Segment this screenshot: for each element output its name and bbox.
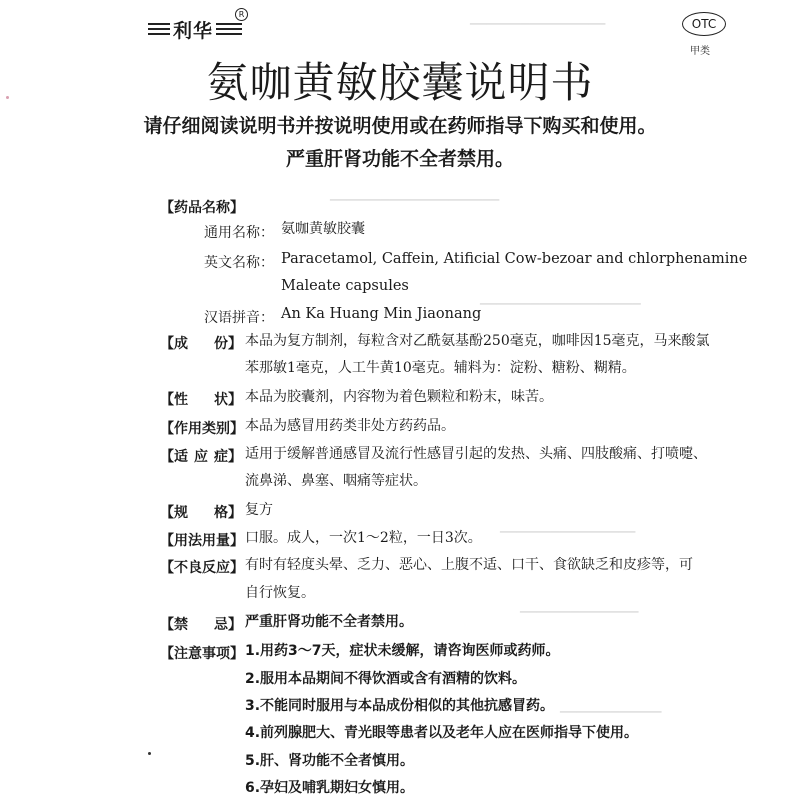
english-name-label: 英文名称： xyxy=(204,255,274,271)
registered-mark-icon: R xyxy=(235,8,248,21)
leaflet-page: ▁▁▁▁▁▁▁▁▁▁▁▁▁▁▁▁ ▁▁▁▁▁▁▁▁▁▁▁▁▁▁▁▁▁▁▁▁ ▁▁▁▁▁▁▁▁▁▁▁▁▁▁▁▁▁▁▁ ▁▁▁▁▁▁▁▁▁▁▁▁▁▁▁▁ ▁▁▁▁▁▁▁▁▁▁▁▁▁▁ ▁▁▁▁▁▁▁▁▁▁▁▁ 利华 R OTC 甲类 氨咖黄敏胶囊说明书 请仔细阅读说明书并按说明使用或在药师指导下购买和使用。 严重肝肾功能不全者禁用。 【药品名称】 通用名称： 氨咖黄敏胶囊 英文名称： Paracetamol, Caffein, Atificial Cow-bezoar and chlorphenamine Maleate capsules 汉语拼音： An Ka Huang Min Jiaonang 【成 份】 本品为复方制剂，每粒含对乙酰氨基酚250毫克，咖啡因15毫克，马来酸氯 苯那敏1毫克，人工牛黄10毫克。辅料为：淀粉、糖粉、糊精。 【性 状】 本品为胶囊剂，内容物为着色颗粒和粉末，味苦。 【作用类别】 本品为感冒用药类非处方药药品。 【适 应 症】 适用于缓解普通感冒及流行性感冒引起的发热、头痛、四肢酸痛、打喷嚏、 流鼻涕、鼻塞、咽痛等症状。 【规 格】 复方 【用法用量】 口服。成人，一次1～2粒，一日3次。 【不良反应】 有时有轻度头晕、乏力、恶心、上腹不适、口干、食欲缺乏和皮疹等，可 自行恢复。 【禁 忌】 严重肝肾功能不全者禁用。 【注意事项】 1.用药3～7天，症状未缓解，请咨询医师或药师。 2.服用本品期间不得饮酒或含有酒精的饮料。 3.不能同时服用与本品成份相似的其他抗感冒药。 4.前列腺肥大、青光眼等患者以及老年人应在医师指导下使用。 5.肝、肾功能不全者慎用。 6.孕妇及哺乳期妇女慎用。 xyxy=(0,0,800,800)
logo-bars-left xyxy=(148,23,170,35)
paper-speck xyxy=(6,96,9,99)
precaution-item: 3.不能同时服用与本品成份相似的其他抗感冒药。 xyxy=(245,698,555,714)
ingredients-line-2: 苯那敏1毫克，人工牛黄10毫克。辅料为：淀粉、糖粉、糊精。 xyxy=(245,360,636,376)
ingredients-heading: 【成 份】 xyxy=(160,336,242,352)
document-title: 氨咖黄敏胶囊说明书 xyxy=(206,58,594,107)
english-name-line-2: Maleate capsules xyxy=(281,278,409,294)
precautions-heading: 【注意事项】 xyxy=(160,646,244,662)
otc-class-label: 甲类 xyxy=(690,46,710,57)
english-name-line-1: Paracetamol, Caffein, Atificial Cow-bezoar and chlorphenamine xyxy=(281,251,748,267)
brand-name: 利华 xyxy=(173,19,214,42)
warning-line-2: 严重肝肾功能不全者禁用。 xyxy=(285,148,514,170)
contraindications-text: 严重肝肾功能不全者禁用。 xyxy=(245,614,413,630)
specification-heading: 【规 格】 xyxy=(160,505,242,521)
indications-line-2: 流鼻涕、鼻塞、咽痛等症状。 xyxy=(245,473,427,489)
dosage-text: 口服。成人，一次1～2粒，一日3次。 xyxy=(245,530,482,546)
indications-heading: 【适 应 症】 xyxy=(160,449,242,465)
logo-bars-right xyxy=(216,23,242,35)
generic-name-label: 通用名称： xyxy=(204,225,274,241)
precaution-item: 6.孕妇及哺乳期妇女慎用。 xyxy=(245,780,415,796)
category-text: 本品为感冒用药类非处方药药品。 xyxy=(245,418,455,434)
properties-text: 本品为胶囊剂，内容物为着色颗粒和粉末，味苦。 xyxy=(245,389,553,405)
category-heading: 【作用类别】 xyxy=(160,421,244,437)
precaution-item: 2.服用本品期间不得饮酒或含有酒精的饮料。 xyxy=(245,671,527,687)
properties-heading: 【性 状】 xyxy=(160,392,242,408)
adverse-line-2: 自行恢复。 xyxy=(245,585,315,601)
precaution-item: 5.肝、肾功能不全者慎用。 xyxy=(245,753,415,769)
precaution-item: 1.用药3～7天，症状未缓解，请咨询医师或药师。 xyxy=(245,643,560,659)
warning-line-1: 请仔细阅读说明书并按说明使用或在药师指导下购买和使用。 xyxy=(143,115,657,137)
pinyin-value: An Ka Huang Min Jiaonang xyxy=(281,306,482,322)
specification-text: 复方 xyxy=(245,502,273,518)
dosage-heading: 【用法用量】 xyxy=(160,533,244,549)
brand-logo xyxy=(148,10,245,42)
adverse-heading: 【不良反应】 xyxy=(160,560,244,576)
generic-name-value: 氨咖黄敏胶囊 xyxy=(281,221,365,237)
contraindications-heading: 【禁 忌】 xyxy=(160,617,242,633)
pinyin-label: 汉语拼音： xyxy=(204,310,274,326)
precaution-item: 4.前列腺肥大、青光眼等患者以及老年人应在医师指导下使用。 xyxy=(245,725,639,741)
drug-name-heading: 【药品名称】 xyxy=(160,200,244,216)
ingredients-line-1: 本品为复方制剂，每粒含对乙酰氨基酚250毫克，咖啡因15毫克，马来酸氯 xyxy=(245,333,710,349)
adverse-line-1: 有时有轻度头晕、乏力、恶心、上腹不适、口干、食欲缺乏和皮疹等，可 xyxy=(245,557,693,573)
indications-line-1: 适用于缓解普通感冒及流行性感冒引起的发热、头痛、四肢酸痛、打喷嚏、 xyxy=(245,446,707,462)
otc-badge: OTC xyxy=(682,12,726,36)
paper-speck xyxy=(148,752,151,755)
